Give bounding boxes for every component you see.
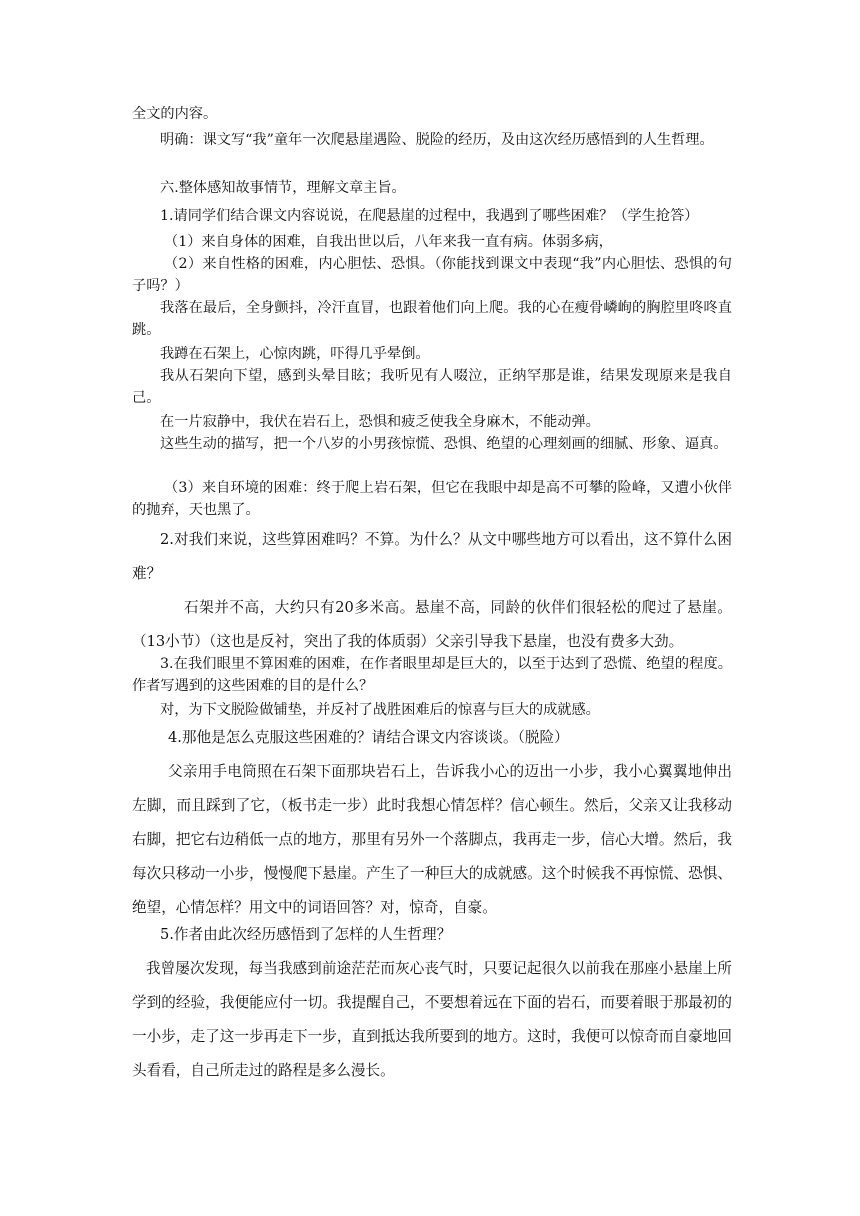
paragraph: （1）来自身体的困难，自我出世以后，八年来我一直有病。体弱多病， bbox=[164, 234, 613, 250]
paragraph: （3）来自环境的困难：终于爬上岩石架，但它在我眼中却是高不可攀的险峰，又遭小伙伴的抛弃，天也黑了。 bbox=[132, 480, 732, 518]
paragraph: 这些生动的描写，把一个八岁的小男孩惊慌、恐惧、绝望的心理刻画的细腻、形象、逼真。 bbox=[160, 436, 728, 452]
paragraph: 我落在最后，全身颤抖，冷汗直冒，也跟着他们向上爬。我的心在瘦骨嶙峋的胸腔里咚咚直跳。 bbox=[132, 300, 732, 338]
paragraph: 我蹲在石架上，心惊肉跳，吓得几乎晕倒。 bbox=[160, 346, 430, 362]
paragraph: 石架并不高，大约只有20多米高。悬崖不高，同龄的伙伴们很轻松的爬过了悬崖。（13小节）（这也是反衬，突出了我的体质弱）父亲引导我下悬崖，也没有费多大劲。 bbox=[132, 599, 732, 650]
paragraph: （2）来自性格的困难，内心胆怯、恐惧。（你能找到课文中表现“我”内心胆怯、恐惧的句子吗？） bbox=[132, 256, 732, 294]
paragraph: 2.对我们来说，这些算困难吗？不算。为什么？从文中哪些地方可以看出，这不算什么困难？ bbox=[132, 531, 732, 582]
paragraph: 在一片寂静中，我伏在岩石上，恐惧和疲乏使我全身麻木，不能动弹。 bbox=[160, 414, 600, 430]
paragraph: 3.在我们眼里不算困难的困难，在作者眼里却是巨大的，以至于达到了恐慌、绝望的程度。作者写遇到的这些困难的目的是什么？ bbox=[132, 656, 732, 694]
paragraph: 5.作者由此次经历感悟到了怎样的人生哲理？ bbox=[160, 926, 452, 943]
paragraph: 我曾屡次发现，每当我感到前途茫茫而灰心丧气时，只要记起很久以前我在那座小悬崖上所学到的经验，我便能应付一切。我提醒自己，不要想着远在下面的岩石，而要着眼于那最初的一小步，走了这一步再走下一步，直到抵达我所要到的地方。这时，我便可以惊奇而自豪地回头看看，自己所走过的路程是多么漫长。 bbox=[132, 960, 732, 1079]
paragraph: 1.请同学们结合课文内容说说，在爬悬崖的过程中，我遇到了哪些困难？（学生抢答） bbox=[160, 208, 699, 224]
paragraph: 父亲用手电筒照在石架下面那块岩石上，告诉我小心的迈出一小步，我小心翼翼地伸出左脚，而且踩到了它，（板书走一步）此时我想心情怎样？信心顿生。然后，父亲又让我移动右脚，把它右边稍低一点的地方，那里有另外一个落脚点，我再走一步，信心大增。然后，我每次只移动一小步，慢慢爬下悬崖。产生了一种巨大的成就感。这个时候我不再惊慌、恐惧、绝望，心情怎样？用文中的词语回答？对，惊奇，自豪。 bbox=[132, 763, 732, 916]
paragraph: 对，为下文脱险做铺垫，并反衬了战胜困难后的惊喜与巨大的成就感。 bbox=[160, 702, 600, 718]
paragraph: 全文的内容。 bbox=[132, 106, 218, 122]
paragraph: 六.整体感知故事情节，理解文章主旨。 bbox=[160, 180, 406, 196]
paragraph: 4.那他是怎么克服这些困难的？请结合课文内容谈谈。（脱险） bbox=[168, 729, 569, 746]
paragraph: 明确：课文写“我”童年一次爬悬崖遇险、脱险的经历，及由这次经历感悟到的人生哲理。 bbox=[160, 132, 714, 148]
paragraph: 我从石架向下望，感到头晕目眩；我听见有人啜泣，正纳罕那是谁，结果发现原来是我自己。 bbox=[132, 368, 732, 406]
